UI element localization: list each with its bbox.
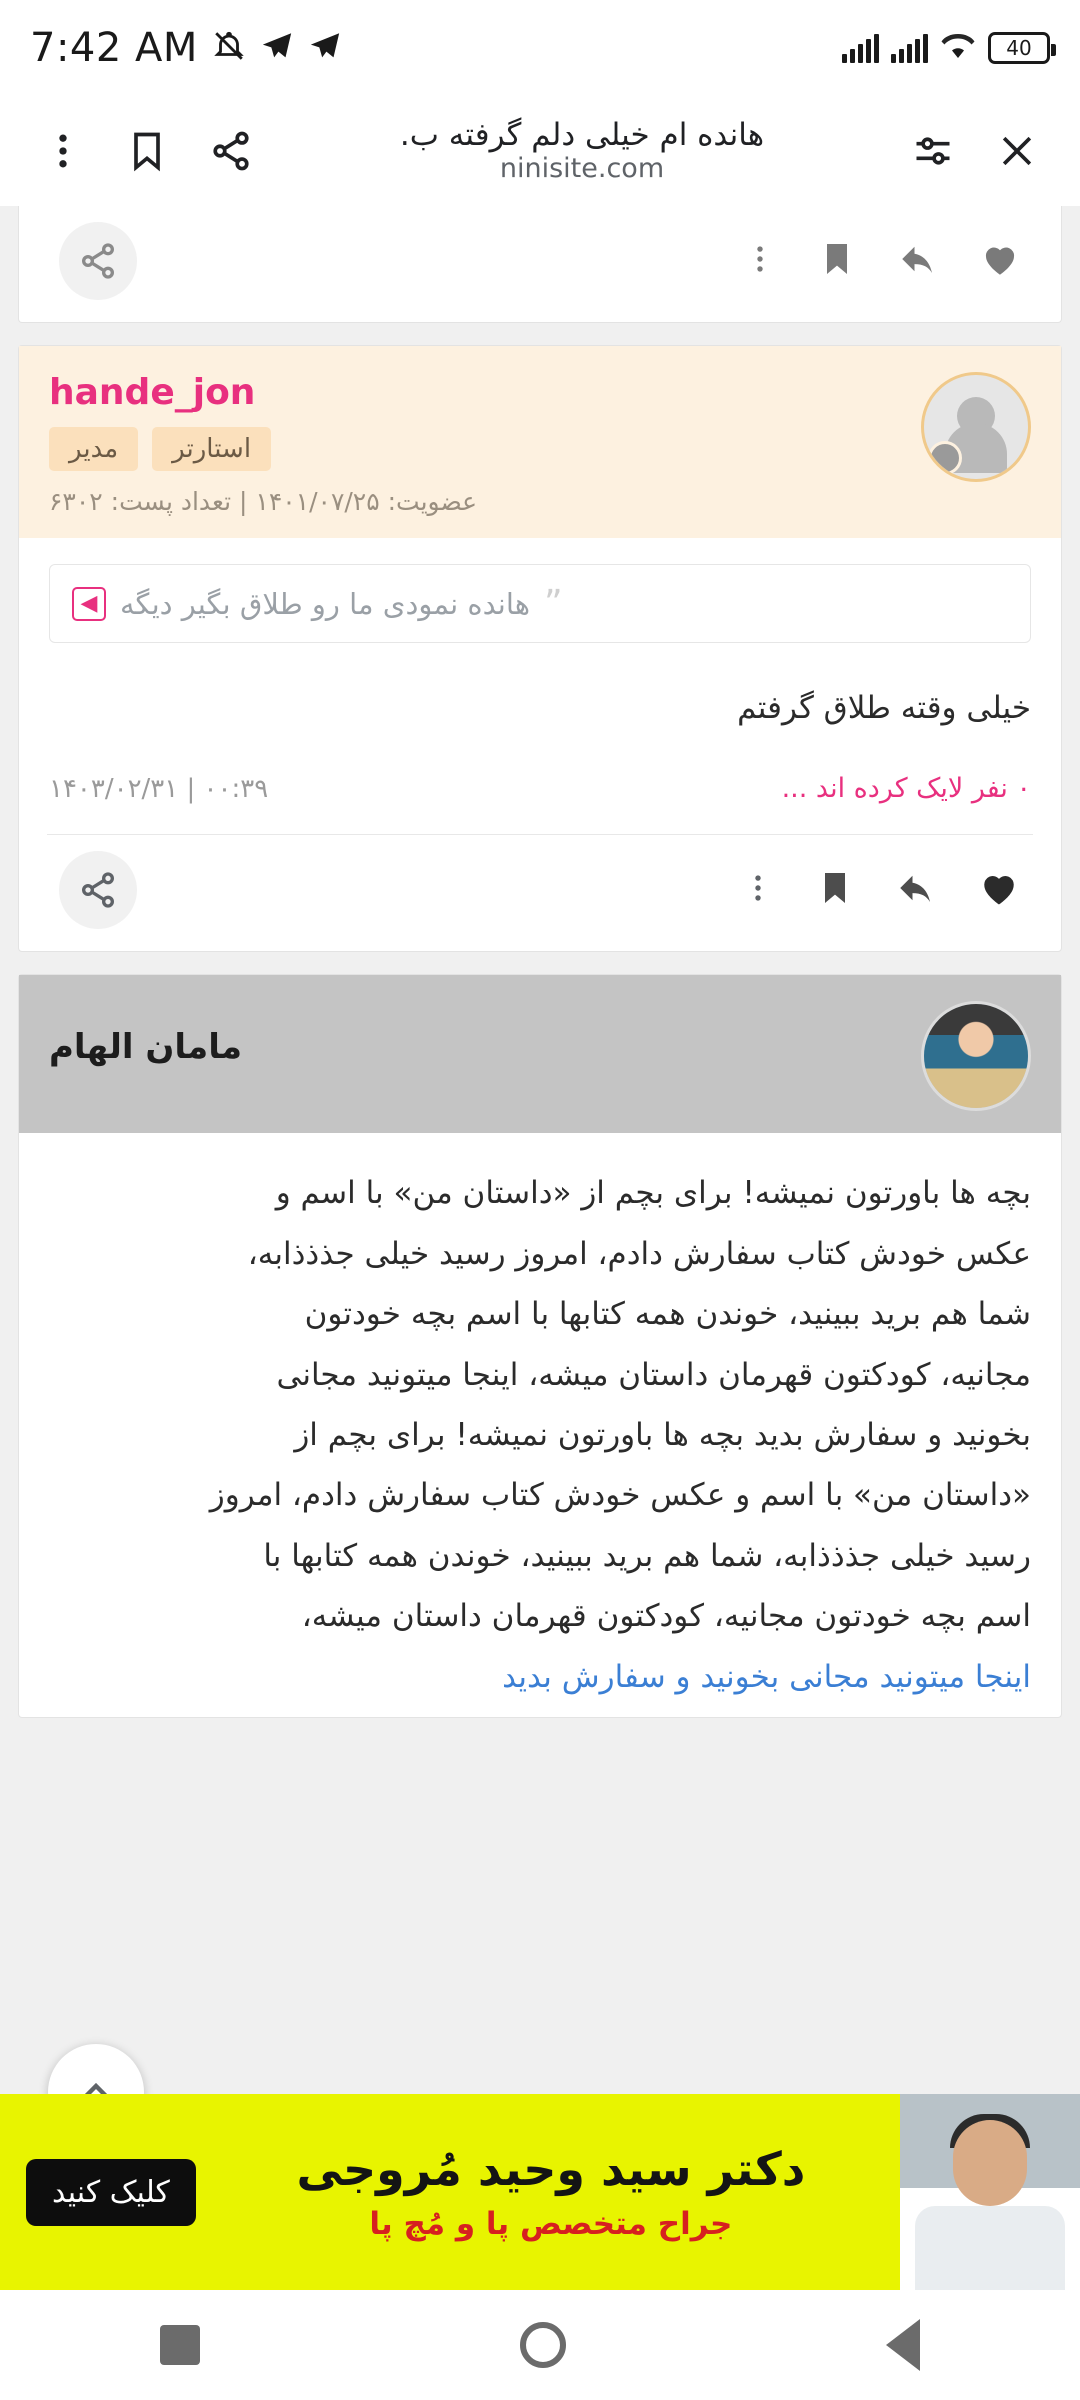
ad-subtitle: جراح متخصص پا و مُچ پا: [369, 2206, 733, 2242]
quote-container: [19, 538, 1061, 647]
post-body-line: شما هم برید ببینید، خوندن همه کتابها با اسم بچه خودتون: [304, 1296, 1031, 1333]
avatar[interactable]: [921, 1001, 1031, 1111]
post-body-line: رسید خیلی جذذذابه، شما هم برید ببینید، خوندن همه کتابها با: [263, 1537, 1031, 1574]
badge-admin: مدیر: [49, 427, 138, 471]
post-body-line: عکس خودش کتاب سفارش دادم، امروز رسید خیلی جذذذابه،: [247, 1235, 1031, 1272]
ad-text-block: [222, 2142, 900, 2242]
ad-title: دکتر سید وحید مُروجی: [296, 2142, 806, 2196]
notifications-muted-icon: [212, 29, 246, 67]
post-body-line: اسم بچه خودتون مجانیه، کودکتون قهرمان داستان میشه،: [301, 1598, 1031, 1635]
home-button[interactable]: [520, 2322, 566, 2368]
browser-toolbar: [0, 96, 1080, 206]
ad-banner[interactable]: [0, 2094, 1080, 2290]
post-card-partial: [18, 206, 1062, 323]
telegram-icon: [260, 29, 294, 67]
recent-apps-button[interactable]: [160, 2325, 200, 2365]
badge-starter: استارتر: [152, 427, 271, 471]
post-body-link[interactable]: اینجا میتونید مجانی بخونید و سفارش بدید: [502, 1658, 1031, 1695]
status-bar: [0, 0, 1080, 96]
status-bar-right: [842, 31, 1050, 65]
wifi-icon: [940, 31, 976, 65]
quote-text: هانده نمودی ما رو طلاق بگیر دیگه: [120, 586, 531, 621]
ad-cta-button[interactable]: کلیک کنید: [26, 2159, 196, 2226]
bookmark-icon[interactable]: [817, 239, 857, 283]
post-actions-right: [743, 238, 1021, 284]
post-action-bar: [19, 835, 1061, 951]
share-icon[interactable]: [194, 114, 268, 188]
avatar-status-badge: [928, 441, 962, 475]
reply-icon[interactable]: [897, 238, 939, 284]
post-header: [19, 975, 1061, 1133]
like-icon[interactable]: [979, 238, 1021, 284]
post-body-line: «داستان من» با اسم و عکس خودش کتاب سفارش دادم، امروز: [209, 1477, 1031, 1514]
post-body: [19, 1133, 1061, 1717]
battery-level: 40: [1006, 36, 1032, 60]
signal-bars-icon: [891, 33, 928, 63]
post-likes[interactable]: ۰ نفر لایک کرده اند ...: [781, 773, 1031, 805]
post-body-line: مجانیه، کودکتون قهرمان داستان میشه، اینجا میتونید مجانی: [276, 1356, 1031, 1393]
post-username[interactable]: hande_jon: [49, 372, 256, 413]
battery-icon: [988, 32, 1050, 64]
post-meta-line: عضویت: ۱۴۰۱/۰۷/۲۵ | تعداد پست: ۶۳۰۲: [49, 487, 478, 516]
share-icon[interactable]: [59, 222, 137, 300]
post-actions-right: [741, 866, 1021, 914]
ad-doctor-photo: [900, 2094, 1080, 2290]
post-badges: [49, 427, 899, 471]
reader-mode-icon[interactable]: [896, 114, 970, 188]
post-card-hande-jon: [18, 345, 1062, 952]
post-card-maman-elham: [18, 974, 1062, 1718]
status-time: 7:42 AM: [30, 25, 198, 71]
more-options-icon[interactable]: [741, 871, 775, 909]
post-body-line: بچه ها باورتون نمیشه! برای بچم از «داستان من» با اسم و: [275, 1175, 1031, 1212]
bookmark-icon[interactable]: [815, 868, 855, 912]
like-icon[interactable]: [977, 866, 1021, 914]
reply-icon[interactable]: [895, 867, 937, 913]
avatar[interactable]: [921, 372, 1031, 482]
post-header: [19, 346, 1061, 538]
page-title: هانده ام خیلی دلم گرفته ب.: [399, 116, 765, 153]
post-footer: [19, 765, 1061, 834]
telegram-icon: [308, 29, 342, 67]
system-navigation-bar: [0, 2290, 1080, 2400]
page-url: ninisite.com: [499, 153, 665, 185]
share-icon[interactable]: [59, 851, 137, 929]
page-content[interactable]: [0, 206, 1080, 2290]
post-action-bar: [19, 206, 1061, 322]
quote-jump-icon[interactable]: ◀: [72, 587, 106, 621]
close-icon[interactable]: [980, 114, 1054, 188]
more-options-icon[interactable]: [743, 242, 777, 280]
bookmark-icon[interactable]: [110, 114, 184, 188]
address-bar[interactable]: [278, 117, 886, 185]
signal-bars-icon: [842, 33, 879, 63]
post-author-meta: [49, 372, 899, 516]
post-body: خیلی وقته طلاق گرفتم: [737, 690, 1031, 726]
status-bar-left: [30, 25, 342, 71]
post-body-line: بخونید و سفارش بدید بچه ها باورتون نمیشه! برای بچم از: [294, 1417, 1031, 1453]
post-timestamp: ۰۰:۳۹ | ۱۴۰۳/۰۲/۳۱: [49, 773, 269, 804]
quote-mark-icon: ”: [544, 583, 563, 624]
more-options-icon[interactable]: [26, 114, 100, 188]
back-button[interactable]: [886, 2319, 920, 2371]
quoted-post[interactable]: [49, 564, 1031, 643]
post-username[interactable]: مامان الهام: [49, 1027, 243, 1068]
avatar-photo: [924, 1004, 1028, 1108]
post-author-meta: [49, 1001, 899, 1067]
